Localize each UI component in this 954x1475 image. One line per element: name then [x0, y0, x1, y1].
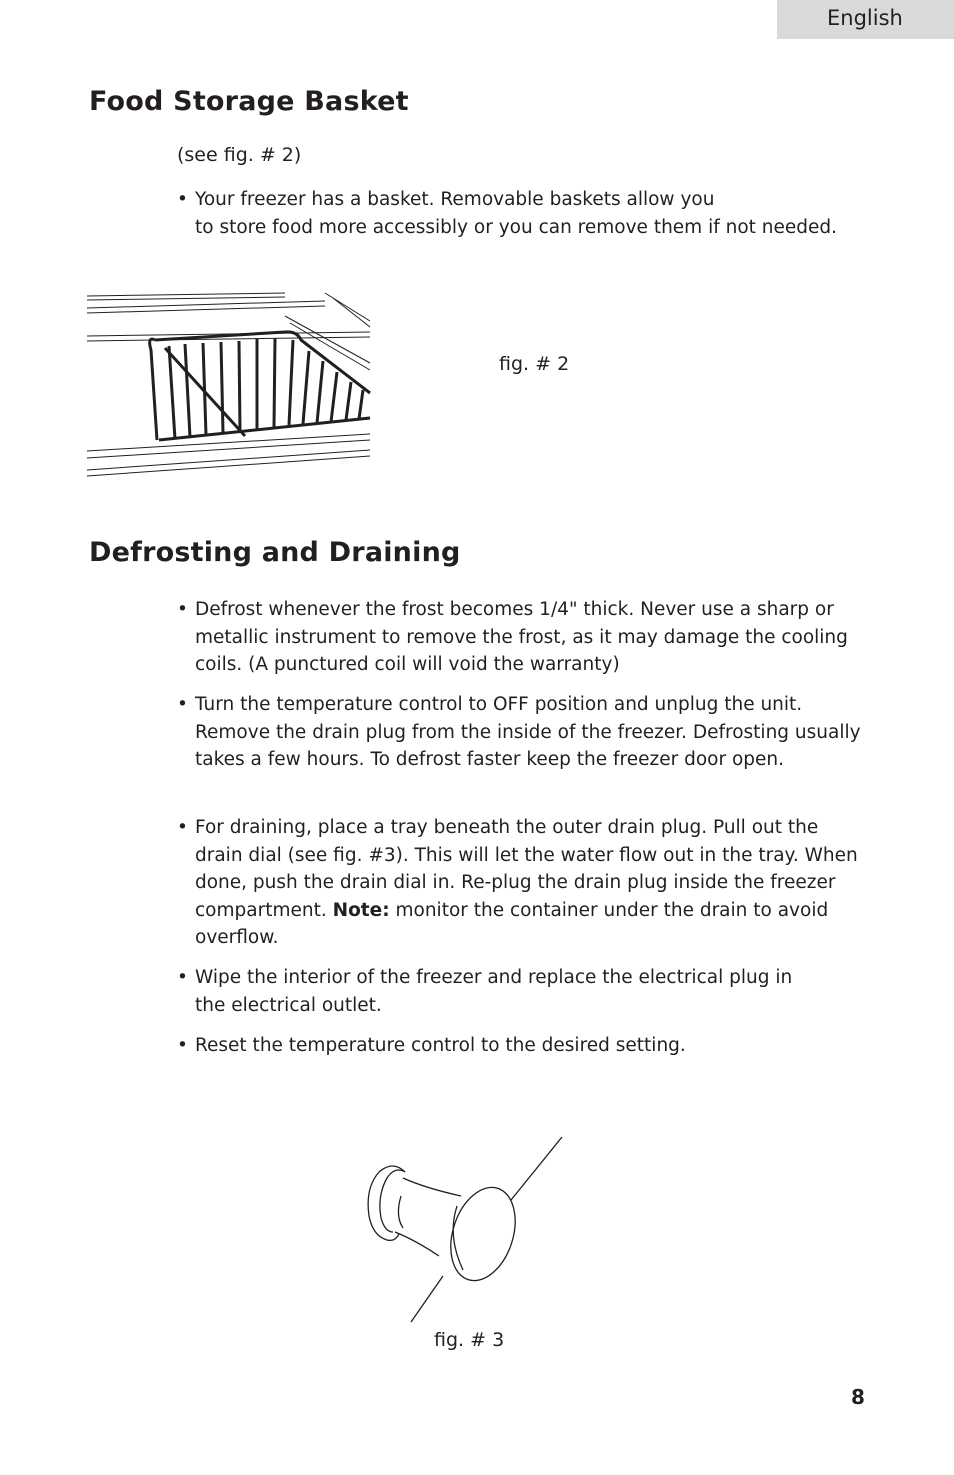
bullet-icon: • [177, 817, 188, 838]
bullet-icon: • [177, 189, 188, 210]
defrost-bullet-2: • Turn the temperature control to OFF position and unplug the unit. Remove the drain plug from the inside of the freezer. Defrosting usually takes a few hours. To defrost faster keep the freezer door open. [177, 691, 867, 774]
basket-bullet: • Your freezer has a basket. Removable baskets allow you to store food more accessibly or you can remove them if not needed. [177, 186, 867, 241]
figure-3-caption: fig. # 3 [434, 1329, 505, 1351]
language-tab [777, 0, 954, 39]
page-number: 8 [851, 1385, 865, 1409]
figure-2-caption: fig. # 2 [499, 353, 570, 375]
language-label: English [827, 6, 903, 30]
defrost-bullet-5: • Reset the temperature control to the desired setting. [177, 1032, 867, 1060]
drain-dial-illustration [365, 1136, 565, 1326]
bullet-icon: • [177, 599, 188, 620]
defrost-bullet-4: • Wipe the interior of the freezer and replace the electrical plug in the electrical outlet. [177, 964, 867, 1019]
see-figure-reference: (see fig. # 2) [177, 144, 302, 166]
section-title-defrosting-and-draining: Defrosting and Draining [89, 537, 461, 568]
defrost-bullet-3: • For draining, place a tray beneath the outer drain plug. Pull out the drain dial (see fig. #3). This will let the water flow out in the tray. When done, push the drain dial in. Re-plug the drain plug inside the freezer compartment. Note: monitor the container under the drain to avoid overflow. [177, 814, 867, 952]
bullet-icon: • [177, 967, 188, 988]
defrost-bullet-1: • Defrost whenever the frost becomes 1/4" thick. Never use a sharp or metallic instrument to remove the frost, as it may damage the cooling coils. (A punctured coil will void the warranty) [177, 596, 867, 679]
section-title-food-storage-basket: Food Storage Basket [89, 86, 409, 117]
wire-basket-illustration [85, 288, 375, 483]
bullet-icon: • [177, 694, 188, 715]
bullet-icon: • [177, 1035, 188, 1056]
note-label: Note: [332, 899, 390, 921]
